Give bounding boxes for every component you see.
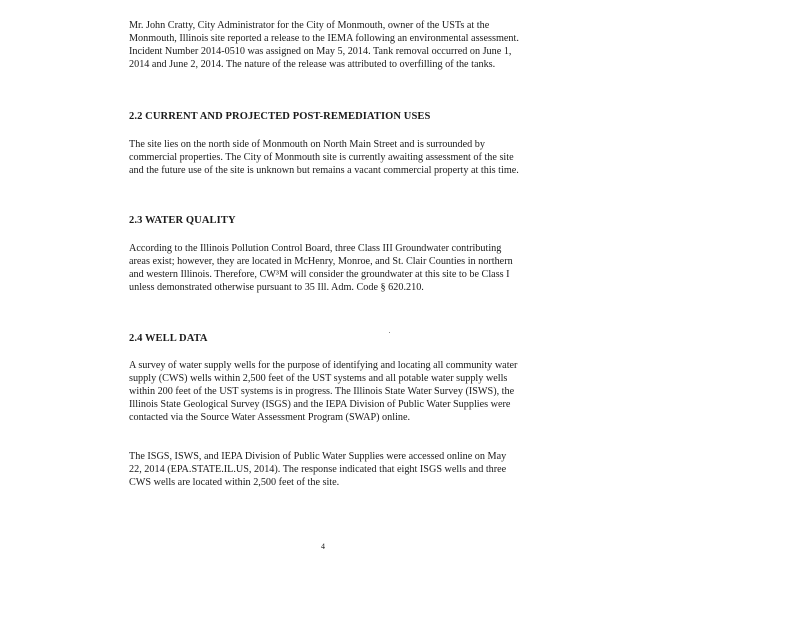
section-heading-2-3: 2.3 WATER QUALITY bbox=[129, 215, 236, 226]
section-heading-2-4: 2.4 WELL DATA bbox=[129, 333, 208, 344]
scan-speck bbox=[389, 332, 390, 333]
paragraph-well-results: The ISGS, ISWS, and IEPA Division of Public Water Supplies were accessed online on May 22, 2014 (EPA.STATE.IL.US, 2014). The response indicated that eight ISGS wells and three CWS wells are located within 2,500 feet of the site. bbox=[129, 451, 507, 488]
paragraph-well-survey: A survey of water supply wells for the purpose of identifying and locating all community water supply (CWS) wells within 2,500 feet of the UST systems and all potable water supply wells within 200 feet of the UST systems is in progress. The Illinois State Water Survey (ISWS), the Illinois State Geological Survey (ISGS) and the IEPA Division of Public Water Supplies were contacted via the Source Water Assessment Program (SWAP) online. bbox=[129, 360, 518, 423]
paragraph-release-report: Mr. John Cratty, City Administrator for the City of Monmouth, owner of the USTs at the Monmouth, Illinois site reported a release to the IEMA following an environmental assessment. Incident Number 2014-0510 was assigned on May 5, 2014. Tank removal occurred on June 1, 2014 and June 2, 2014. The nature of the release was attributed to overfilling of the tanks. bbox=[129, 20, 519, 70]
paragraph-water-quality: According to the Illinois Pollution Control Board, three Class III Groundwater contributing areas exist; however, they are located in McHenry, Monroe, and St. Clair Counties in northern and western Illinois. Therefore, CW³M will consider the groundwater at this site to be Class I unless demonstrated otherwise pursuant to 35 Ill. Adm. Code § 620.210. bbox=[129, 243, 513, 293]
section-2-1-body bbox=[129, 19, 521, 71]
page-number: 4 bbox=[321, 542, 325, 551]
section-heading-2-2: 2.2 CURRENT AND PROJECTED POST-REMEDIATION USES bbox=[129, 111, 431, 122]
section-heading-2-1 bbox=[129, 0, 344, 1]
section-2-4-body bbox=[129, 359, 521, 424]
section-2-2-body bbox=[129, 138, 521, 177]
section-2-3-body bbox=[129, 242, 521, 294]
section-2-4-body-continued bbox=[129, 450, 521, 489]
paragraph-site-uses: The site lies on the north side of Monmouth on North Main Street and is surrounded by commercial properties. The City of Monmouth site is currently awaiting assessment of the site and the future use of the site is unknown but remains a vacant commercial property at this time. bbox=[129, 139, 519, 176]
